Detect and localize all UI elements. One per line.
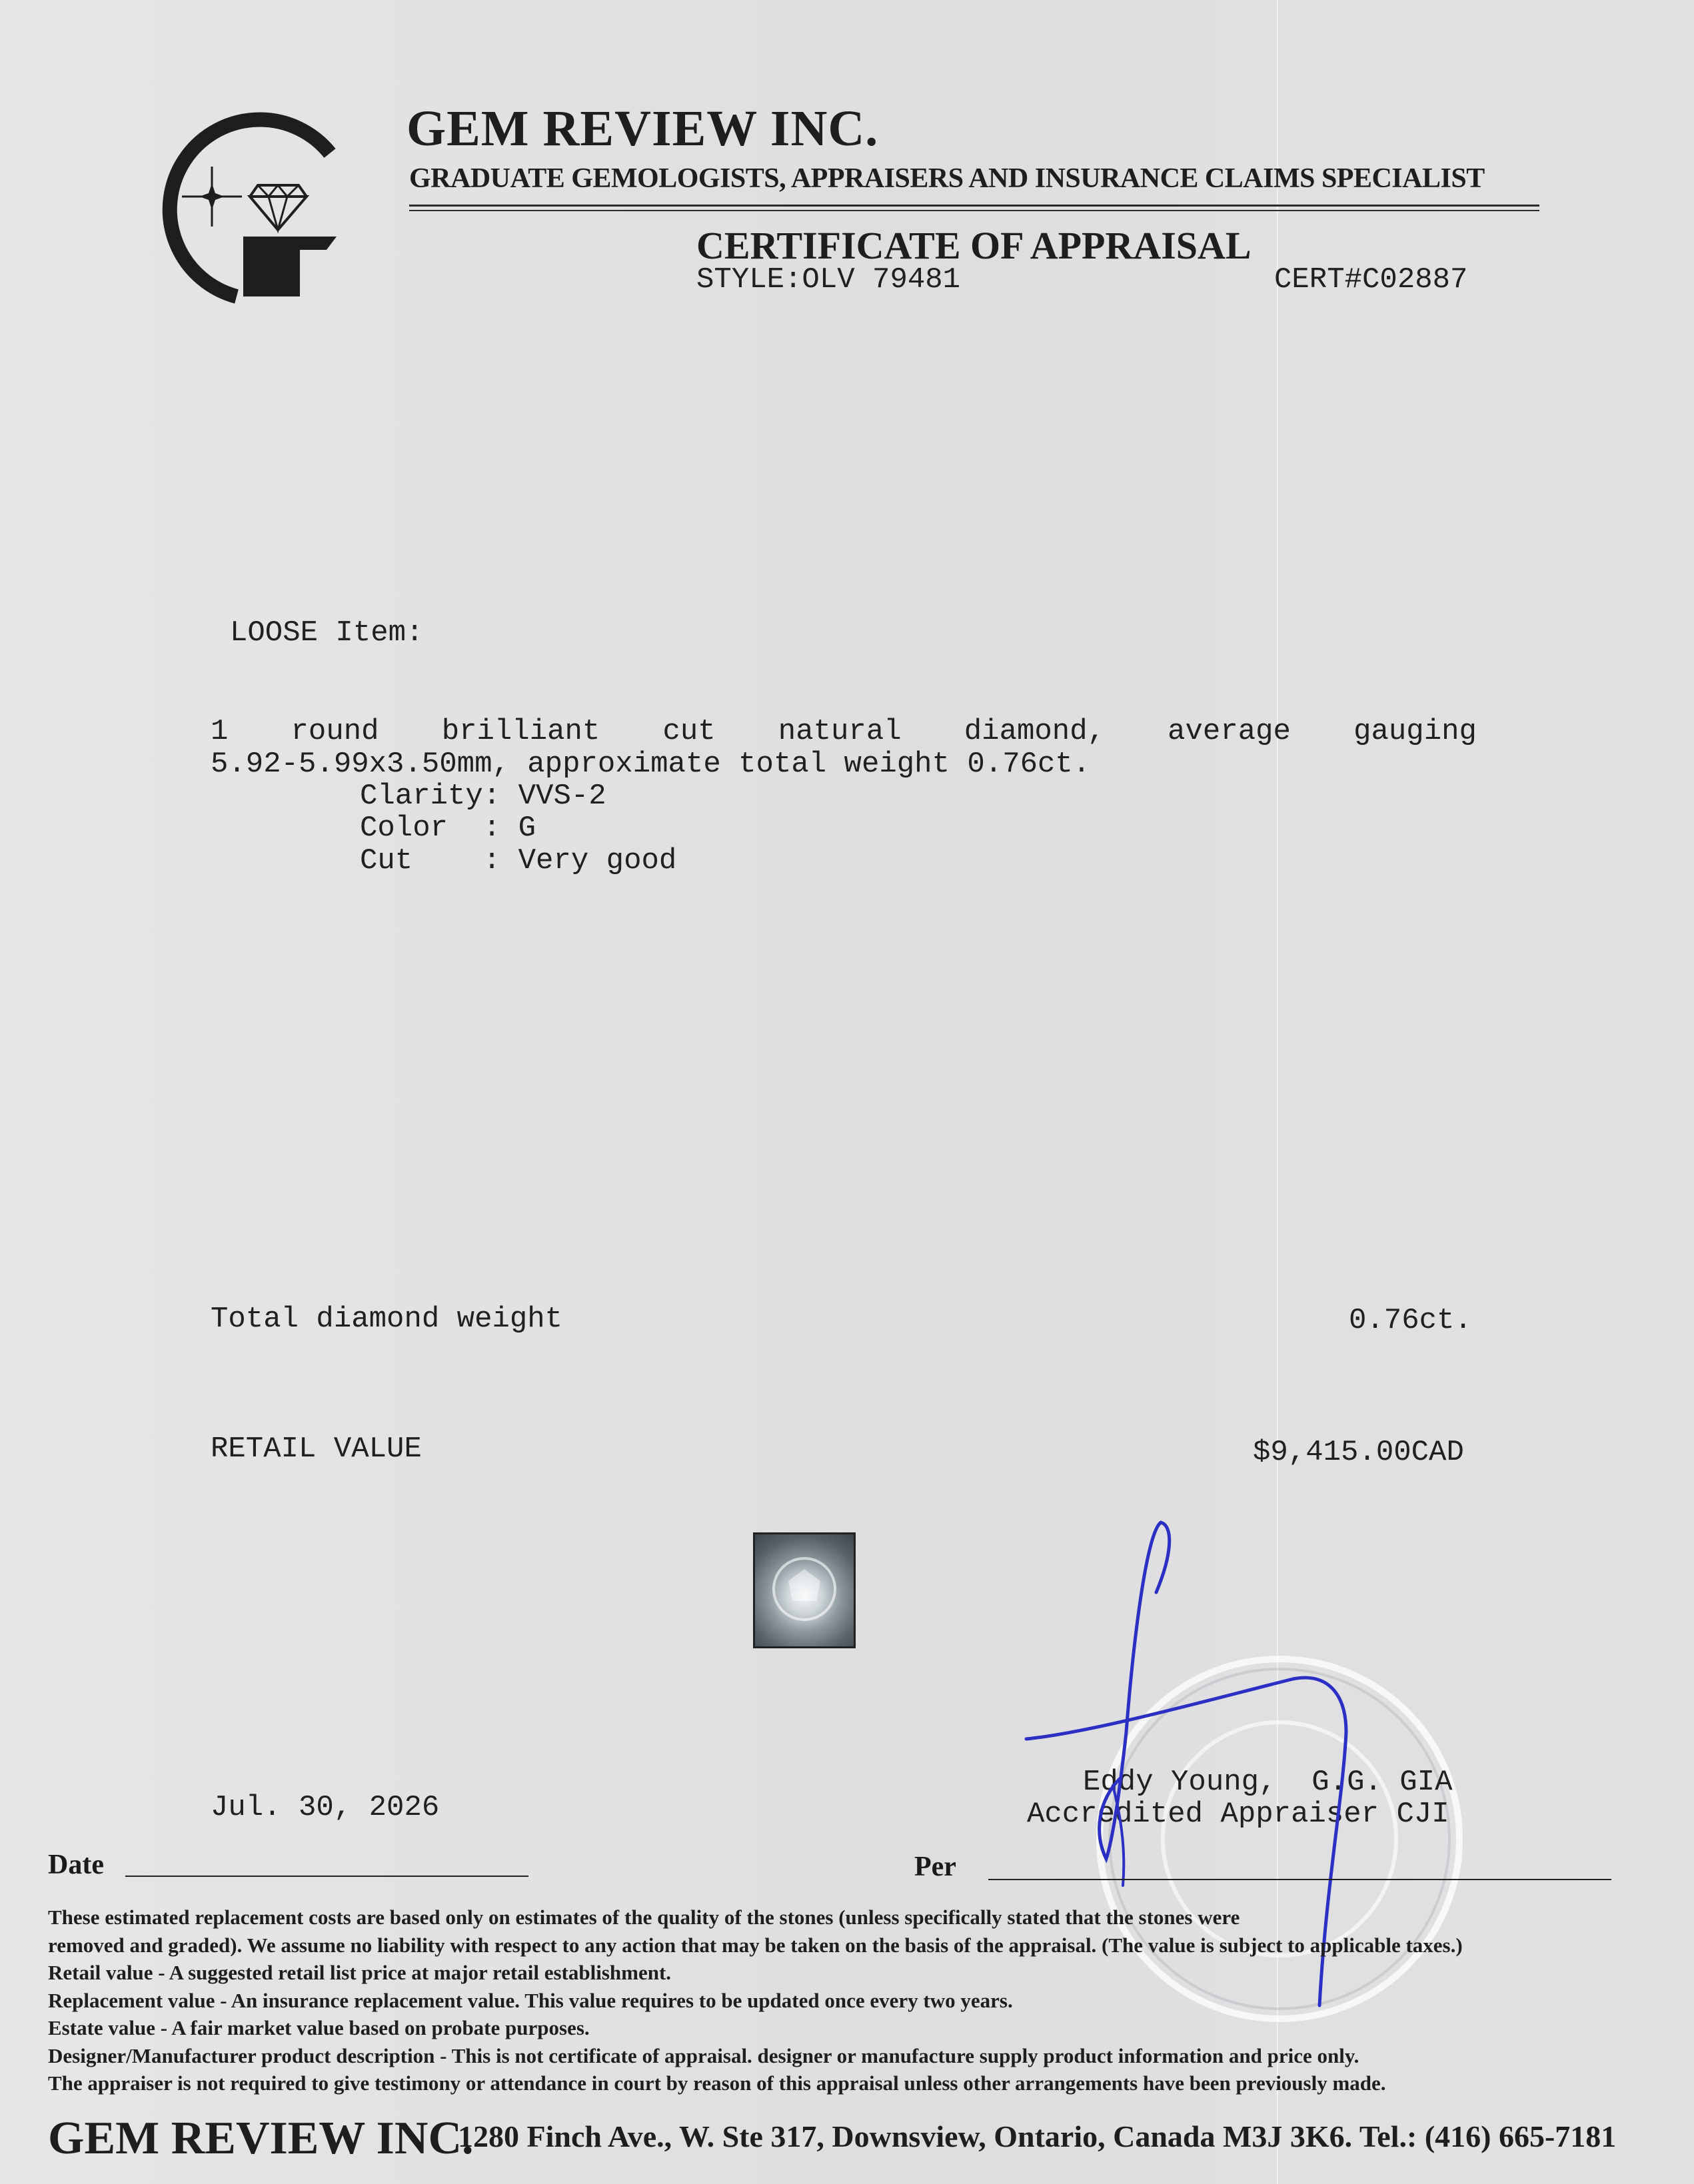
disclaimer-line: The appraiser is not required to give testimony or attendance in court by reason of this appraisal unless other arrangements have been previously made.	[48, 2071, 1386, 2095]
appraiser-accreditation: Accredited Appraiser CJI	[1027, 1798, 1449, 1831]
disclaimer-line: Replacement value - An insurance replacement value. This value requires to be updated once every two years.	[48, 1988, 1013, 2012]
disclaimer-line: Estate value - A fair market value based on probate purposes.	[48, 2016, 590, 2039]
retail-value-label: RETAIL VALUE	[211, 1432, 422, 1466]
appraisal-date: Jul. 30, 2026	[211, 1791, 440, 1824]
clarity-spec: Clarity: VVS-2	[360, 780, 606, 813]
retail-value-amount: $9,415.00CAD	[1253, 1436, 1464, 1469]
total-weight-label: Total diamond weight	[211, 1303, 563, 1336]
desc-word: brilliant	[441, 715, 600, 748]
desc-word: diamond,	[964, 715, 1105, 748]
item-description-line2: 5.92-5.99x3.50mm, approximate total weight 0.76ct.	[211, 748, 1091, 781]
color-spec: Color : G	[360, 812, 536, 845]
disclaimer-line: These estimated replacement costs are based only on estimates of the quality of the stones (unless specifically stated that the stones were	[48, 1906, 1240, 1929]
footer-company-name: GEM REVIEW INC.	[48, 2113, 474, 2164]
per-label: Per	[914, 1852, 956, 1882]
appraiser-name: Eddy Young, G.G. GIA	[1083, 1766, 1453, 1799]
company-name: GEM REVIEW INC.	[407, 101, 879, 157]
date-signature-line	[125, 1876, 528, 1877]
item-heading: LOOSE Item:	[230, 616, 424, 650]
certificate-title: CERTIFICATE OF APPRAISAL	[696, 224, 1252, 267]
cut-spec: Cut : Very good	[360, 844, 677, 877]
item-description-line1	[211, 715, 1477, 748]
certificate-number: CERT#C02887	[1274, 263, 1468, 296]
per-signature-line	[988, 1879, 1611, 1880]
disclaimer-block	[48, 1904, 1463, 2097]
disclaimer-line: Designer/Manufacturer product description - This is not certificate of appraisal. designer or manufacture supply product information and price only.	[48, 2043, 1359, 2067]
diamond-sparkle-icon	[755, 1534, 854, 1646]
gem-review-logo-icon	[150, 107, 343, 306]
header-rule-thin	[409, 210, 1539, 211]
desc-word: 1	[211, 715, 229, 748]
date-label: Date	[48, 1850, 104, 1880]
disclaimer-line: removed and graded). We assume no liability with respect to any action that may be taken on the basis of the appraisal. (The value is subject to applicable taxes.)	[48, 1933, 1463, 1957]
diamond-thumbnail	[753, 1532, 856, 1648]
footer-address: 1280 Finch Ave., W. Ste 317, Downsview, Ontario, Canada M3J 3K6. Tel.: (416) 665-7181	[458, 2119, 1617, 2153]
style-number: STYLE:OLV 79481	[696, 263, 961, 296]
disclaimer-line: Retail value - A suggested retail list price at major retail establishment.	[48, 1961, 672, 1984]
desc-word: round	[291, 715, 379, 748]
total-weight-value: 0.76ct.	[1349, 1304, 1472, 1337]
desc-word: cut	[662, 715, 716, 748]
desc-word: natural	[778, 715, 902, 748]
desc-word: gauging	[1353, 715, 1477, 748]
company-tagline: GRADUATE GEMOLOGISTS, APPRAISERS AND INSURANCE CLAIMS SPECIALIST	[409, 163, 1485, 194]
desc-word: average	[1168, 715, 1291, 748]
header-rule	[409, 205, 1539, 207]
